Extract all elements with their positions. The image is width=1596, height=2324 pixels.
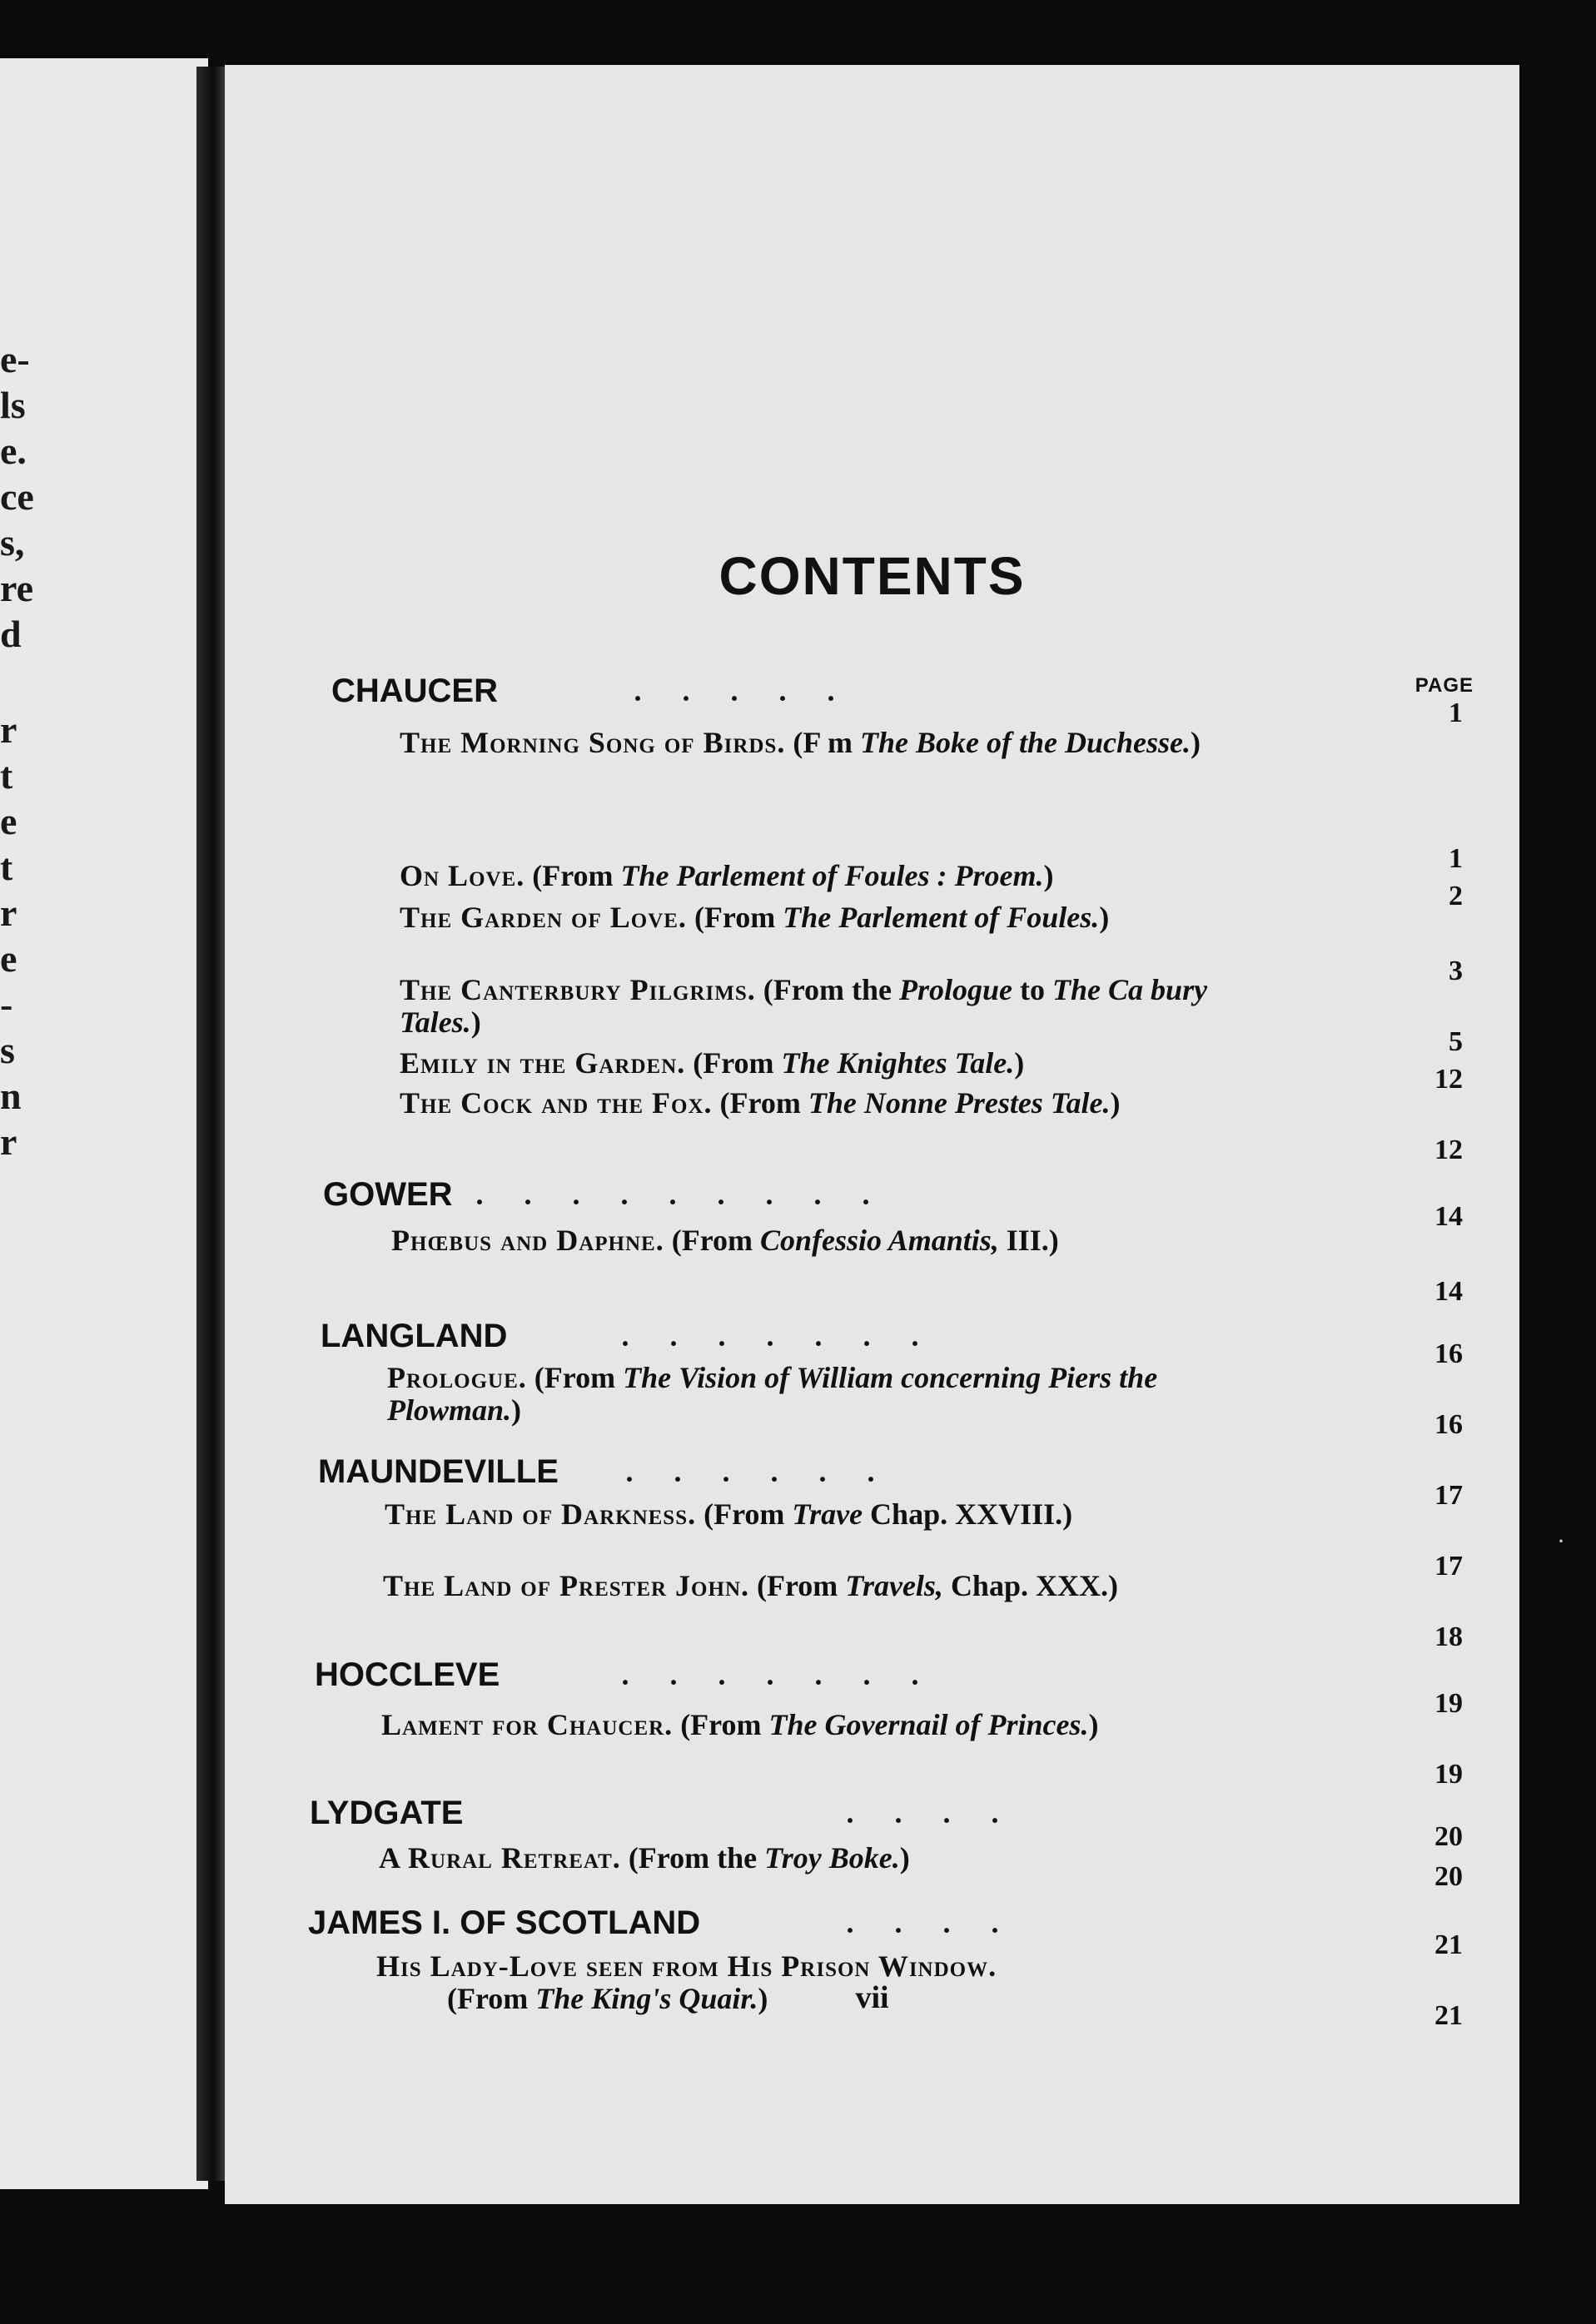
leader-dots: ······ [624,1462,915,1496]
facing-text-fragment: t [0,754,13,797]
page-number: 19 [1434,1759,1463,1790]
toc-entry[interactable]: Phœbus and Daphne. (From Confessio Amantis, III.) [391,1224,1059,1257]
page-number: 1 [1449,698,1463,728]
toc-entry[interactable]: His Lady-Love seen from His Prison Window. (From The King's Quair.) [376,1949,997,2015]
page-number: 19 [1434,1688,1463,1719]
page-number: 16 [1434,1409,1463,1440]
facing-text-fragment: d [0,613,22,655]
page-number: 17 [1434,1480,1463,1511]
page-number: 18 [1434,1621,1463,1652]
facing-text-fragment: r [0,1120,17,1163]
facing-text-fragment: e [0,800,17,842]
page-number: 21 [1434,2000,1463,2031]
facing-text-fragment: e. [0,430,27,472]
toc-entry[interactable]: On Love. (From The Parlement of Foules : Proem.) [400,859,1054,892]
page-number: 14 [1434,1201,1463,1232]
leader-dots: ······· [620,1327,959,1360]
toc-entry[interactable]: The Land of Darkness. (From Trave Chap. XXVIII.) [385,1497,1073,1531]
page-number: 12 [1434,1135,1463,1165]
page-number: 3 [1449,956,1463,986]
facing-page [0,58,208,2189]
facing-text-fragment: s, [0,521,25,564]
author-heading: HOCCLEVE [315,1656,500,1693]
page-number: 16 [1434,1338,1463,1369]
toc-entry[interactable]: The Morning Song of Birds. (F m The Boke of the Duchesse.) [400,726,1201,759]
toc-entry[interactable]: Prologue. (From The Vision of William concerning Piers the Plowman.) [387,1361,1158,1427]
facing-text-fragment: s [0,1029,15,1071]
page-column-heading: PAGE [1415,674,1474,697]
contents-page [225,65,1519,2204]
leader-dots: ····· [633,682,875,715]
leader-dots: ···· [845,1804,1039,1837]
facing-text-fragment: n [0,1075,22,1117]
leader-dots: ········· [475,1185,910,1219]
leader-dots: ······· [620,1666,959,1699]
scan-border [1519,0,1596,2324]
page-number: 20 [1434,1821,1463,1852]
author-heading: LANGLAND [321,1318,508,1354]
author-heading: GOWER [323,1176,453,1213]
page-number: 5 [1449,1026,1463,1057]
facing-text-fragment: ce [0,475,34,518]
facing-text-fragment: r [0,891,17,934]
facing-text-fragment: re [0,567,34,609]
page-number: 14 [1434,1276,1463,1307]
page-number: 2 [1449,881,1463,911]
facing-text-fragment: ls [0,384,26,426]
toc-entry[interactable]: The Cock and the Fox. (From The Nonne Prestes Tale.) [400,1086,1121,1120]
toc-entry[interactable]: The Land of Prester John. (From Travels, Chap. XXX.) [383,1569,1118,1602]
leader-dots: ···· [845,1914,1039,1947]
facing-text-fragment: - [0,983,13,1025]
book-gutter [196,67,225,2181]
page-title: CONTENTS [718,546,1026,606]
facing-text-fragment: t [0,846,13,888]
toc-entry[interactable]: Emily in the Garden. (From The Knightes Tale.) [400,1046,1025,1080]
author-heading: MAUNDEVILLE [318,1453,559,1490]
folio-number: vii [855,1980,889,2015]
toc-entry[interactable]: Lament for Chaucer. (From The Governail of Princes.) [381,1708,1099,1741]
author-heading: JAMES I. OF SCOTLAND [308,1904,701,1941]
page-number: 12 [1434,1064,1463,1095]
facing-text-fragment: r [0,708,17,751]
toc-entry[interactable]: The Garden of Love. (From The Parlement of Foules.) [400,901,1110,934]
author-heading: CHAUCER [331,673,498,709]
toc-entry[interactable]: A Rural Retreat. (From the Troy Boke.) [379,1841,910,1875]
page-number: 17 [1434,1551,1463,1582]
scan-artifact: · [1557,1527,1565,1555]
page-number: 20 [1434,1861,1463,1892]
toc-entry[interactable]: The Canterbury Pilgrims. (From the Prologue to The Ca bury Tales.) [400,973,1208,1039]
page-number: 21 [1434,1929,1463,1960]
author-heading: LYDGATE [310,1795,464,1831]
facing-text-fragment: e [0,937,17,980]
page-number: 1 [1449,843,1463,874]
facing-text-fragment: e- [0,338,30,380]
